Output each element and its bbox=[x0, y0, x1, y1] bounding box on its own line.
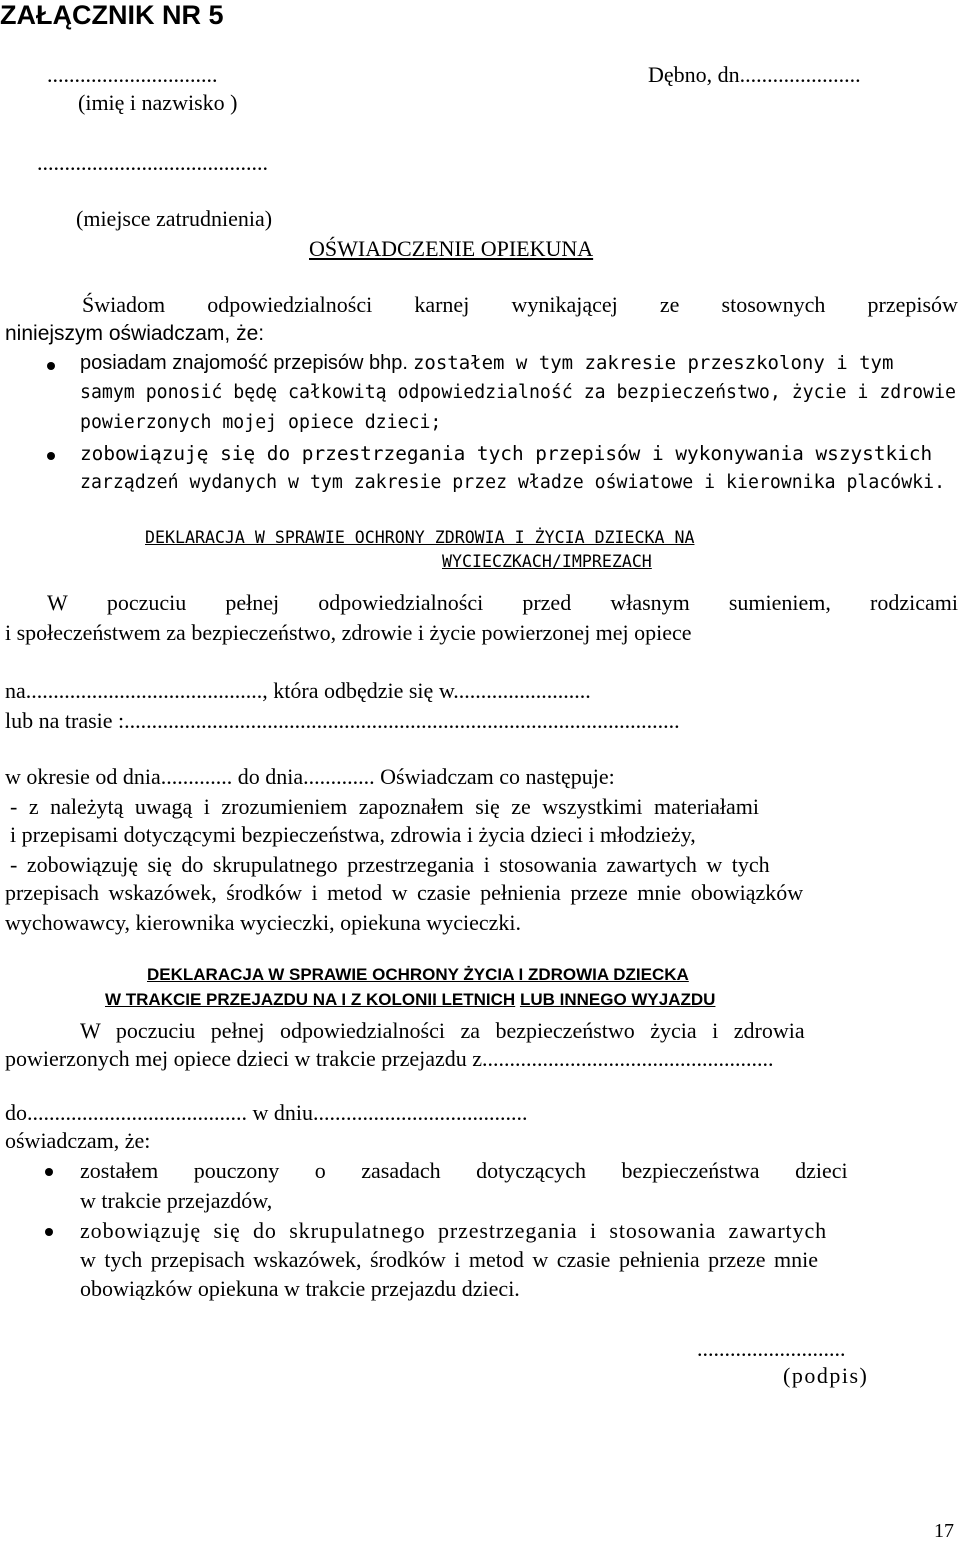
heading-part-2: LUB INNEGO WYJAZDU bbox=[519, 990, 716, 1009]
p1-word: sumieniem, bbox=[728, 590, 831, 615]
declaration-2-bullet-2-line-3: obowiązków opiekuna w trakcie przejazdu dzieci. bbox=[80, 1276, 520, 1301]
declaration-1-heading-line-2: WYCIECZKACH/IMPREZACH bbox=[442, 552, 652, 571]
bullet-icon bbox=[47, 362, 55, 370]
intro-word: odpowiedzialności bbox=[207, 292, 373, 317]
workplace-label: (miejsce zatrudnienia) bbox=[76, 206, 273, 231]
declaration-2-bullet-2-line-1: zobowiązuję się do skrupulatnego przestrzegania i stosowania zawartych bbox=[80, 1218, 828, 1243]
p1-word: odpowiedzialności bbox=[318, 590, 484, 615]
transit-destination-line: do........................................ w dniu....................................... bbox=[5, 1100, 528, 1125]
declaration-1-item-1-line-2: i przepisami dotyczącymi bezpieczeństwa, zdrowia i życia dzieci i młodzieży, bbox=[10, 822, 696, 847]
intro-word: stosownych bbox=[721, 292, 826, 317]
statement-bullet-2-line-1: zobowiązuję się do przestrzegania tych przepisów i wykonywania wszystkich bbox=[80, 442, 933, 465]
declaration-2-p1-line-1: W poczuciu pełnej odpowiedzialności za bezpieczeństwo życia i zdrowia bbox=[80, 1018, 805, 1043]
p1-word: W bbox=[47, 590, 68, 615]
bullet-icon bbox=[45, 1228, 53, 1236]
intro-word: wynikającej bbox=[511, 292, 618, 317]
workplace-dots: .......................................... bbox=[37, 150, 268, 175]
place-date: Dębno, dn...................... bbox=[648, 62, 861, 87]
bullet-icon bbox=[47, 452, 55, 460]
trip-period-line: w okresie od dnia............. do dnia............. Oświadczam co następuje: bbox=[5, 764, 615, 789]
page-number: 17 bbox=[934, 1520, 954, 1542]
statement-heading: OŚWIADCZENIE OPIEKUNA bbox=[309, 236, 594, 261]
declaration-1-p1-line-2: i społeczeństwem za bezpieczeństwo, zdrowie i życie powierzonej mej opiece bbox=[5, 620, 692, 645]
declare-line: oświadczam, że: bbox=[5, 1128, 151, 1153]
statement-intro-line-1 bbox=[82, 292, 958, 318]
intro-word: przepisów bbox=[867, 292, 958, 317]
declaration-1-item-1-line-1: - z należytą uwagą i zrozumieniem zapoznałem się ze wszystkimi materiałami bbox=[10, 794, 760, 819]
p1-word: poczuciu bbox=[106, 590, 187, 615]
declaration-2-bullet-2-line-2: w tych przepisach wskazówek, środków i metod w czasie pełnienia przeze mnie bbox=[80, 1247, 818, 1272]
signature-label: (podpis) bbox=[783, 1363, 869, 1388]
declaration-1-item-2-line-2: przepisach wskazówek, środków i metod w czasie pełnienia przeze mnie obowiązków bbox=[5, 880, 804, 905]
p1-word: przed bbox=[522, 590, 572, 615]
statement-bullet-1-line-2: samym ponosić będę całkowitą odpowiedzialność za bezpieczeństwo, życie i zdrowie bbox=[80, 382, 956, 403]
declaration-2-bullet-1-line-1: zostałem pouczony o zasadach dotyczących bezpieczeństwa dzieci bbox=[80, 1158, 848, 1183]
attachment-title: ZAŁĄCZNIK NR 5 bbox=[0, 0, 224, 30]
name-label: (imię i nazwisko ) bbox=[78, 90, 238, 115]
bullet-icon bbox=[45, 1168, 53, 1176]
p1-word: rodzicami bbox=[870, 590, 958, 615]
statement-bullet-1-line-3: powierzonych mojej opiece dzieci; bbox=[80, 412, 442, 433]
declaration-2-bullet-1-line-2: w trakcie przejazdów, bbox=[80, 1188, 273, 1213]
bullet-1-part-1: posiadam znajomość przepisów bhp. bbox=[80, 352, 408, 374]
heading-part-1: W TRAKCIE PRZEJAZDU NA I Z KOLONII LETNICH bbox=[105, 990, 516, 1009]
intro-word: ze bbox=[659, 292, 680, 317]
declaration-2-p1-line-2: powierzonych mej opiece dzieci w trakcie przejazdu z..................................................... bbox=[5, 1046, 774, 1071]
declaration-1-item-2-line-3: wychowawcy, kierownika wycieczki, opiekuna wycieczki. bbox=[5, 910, 521, 935]
signature-dots: ........................... bbox=[697, 1336, 846, 1361]
p1-word: pełnej bbox=[225, 590, 280, 615]
p1-word: własnym bbox=[610, 590, 690, 615]
intro-word: karnej bbox=[414, 292, 470, 317]
statement-bullet-2-line-2: zarządzeń wydanych w tym zakresie przez władze oświatowe i kierownika placówki. bbox=[80, 472, 946, 493]
trip-destination-line: na..........................................., która odbędzie się w......................... bbox=[5, 678, 591, 703]
declaration-2-heading-line-1: DEKLARACJA W SPRAWIE OCHRONY ŻYCIA I ZDROWIA DZIECKA bbox=[147, 965, 689, 984]
statement-intro-line-2: niniejszym oświadczam, że: bbox=[5, 322, 265, 345]
intro-word: Świadom bbox=[82, 292, 166, 317]
declaration-1-item-2-line-1: - zobowiązuję się do skrupulatnego przestrzegania i stosowania zawartych w tych bbox=[10, 852, 770, 877]
bullet-1-part-2: zostałem w tym zakresie przeszkolony i tym bbox=[412, 352, 894, 374]
trip-route-line: lub na trasie :..................................................................................................... bbox=[5, 708, 680, 733]
declaration-1-heading-line-1: DEKLARACJA W SPRAWIE OCHRONY ZDROWIA I ŻYCIA DZIECKA NA bbox=[145, 528, 695, 547]
declaration-2-heading-line-2 bbox=[105, 990, 715, 1010]
declaration-1-p1-line-1 bbox=[47, 590, 958, 616]
name-dots: ............................... bbox=[47, 62, 218, 87]
statement-bullet-1-line-1 bbox=[80, 352, 893, 375]
